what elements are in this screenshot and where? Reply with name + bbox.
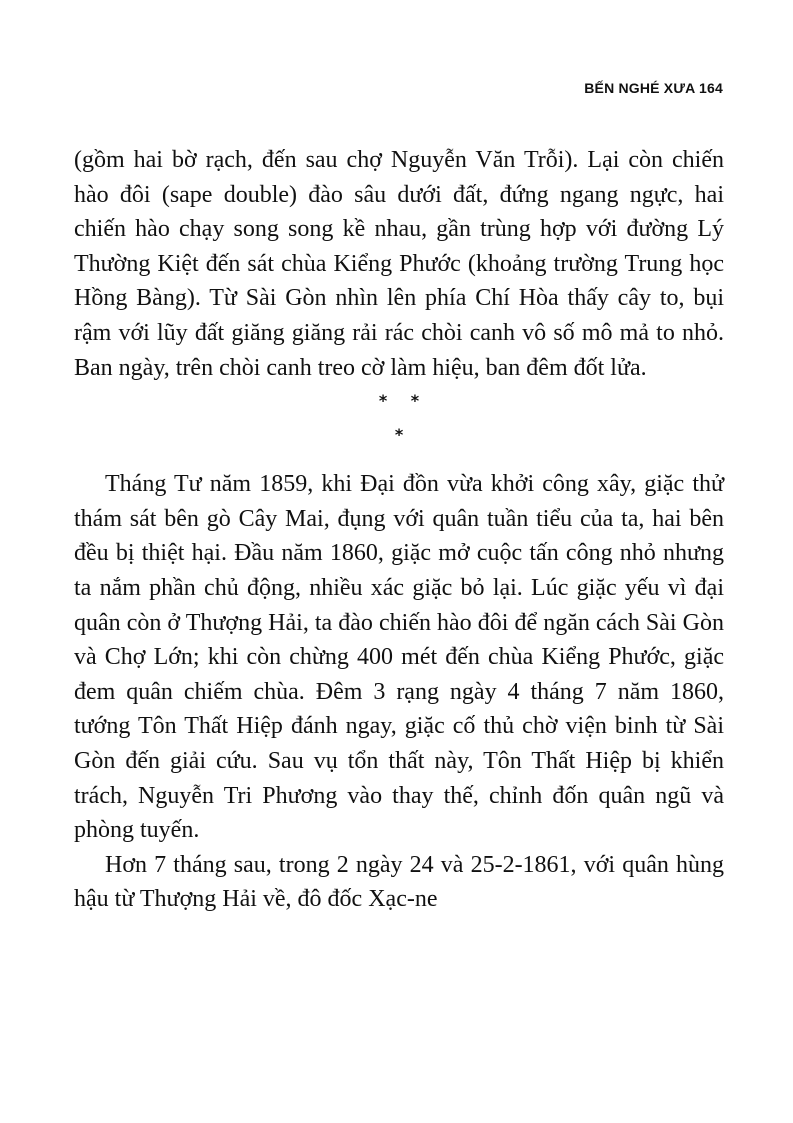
paragraph: Hơn 7 tháng sau, trong 2 ngày 24 và 25-2-1861, với quân hùng hậu từ Thượng Hải về, đô đốc Xạc-ne [74, 851, 724, 913]
paragraph: Tháng Tư năm 1859, khi Đại đồn vừa khởi công xây, giặc thử thám sát bên gò Cây Mai, đụng với quân tuần tiểu của ta, hai bên đều bị thiệt hại. Đầu năm 1860, giặc mở cuộc tấn công nhỏ nhưng ta nắm phần chủ động, nhiều xác giặc bỏ lại. Lúc giặc yếu vì đại quân còn ở Thượng Hải, ta đào chiến hào đôi để ngăn cách Sài Gòn và Chợ Lớn; khi còn chừng 400 mét đến chùa Kiểng Phước, giặc đem quân chiếm chùa. Đêm 3 rạng ngày 4 tháng 7 năm 1860, tướng Tôn Thất Hiệp đánh ngay, giặc cố thủ chờ viện binh từ Sài Gòn đến giải cứu. Sau vụ tổn thất này, Tôn Thất Hiệp bị khiển trách, Nguyễn Tri Phương vào thay thế, chỉnh đốn quân ngũ và phòng tuyến. [74, 471, 724, 844]
body-text [74, 143, 724, 917]
section-separator-top: * * [378, 391, 420, 411]
running-header: BẾN NGHÉ XƯA 164 [584, 80, 723, 96]
section-separator-bottom: * [394, 425, 404, 445]
paragraph-continuation: (gồm hai bờ rạch, đến sau chợ Nguyễn Văn Trỗi). Lại còn chiến hào đôi (sape double) đào sâu dưới đất, đứng ngang ngực, hai chiến hào chạy song song kề nhau, gần trùng hợp với đường Lý Thường Kiệt đến sát chùa Kiểng Phước (khoảng trường Trung học Hồng Bàng). Từ Sài Gòn nhìn lên phía Chí Hòa thấy cây to, bụi rậm với lũy đất giăng giăng rải rác chòi canh vô số mô mả to nhỏ. Ban ngày, trên chòi canh treo cờ làm hiệu, ban đêm đốt lửa. [74, 147, 724, 381]
